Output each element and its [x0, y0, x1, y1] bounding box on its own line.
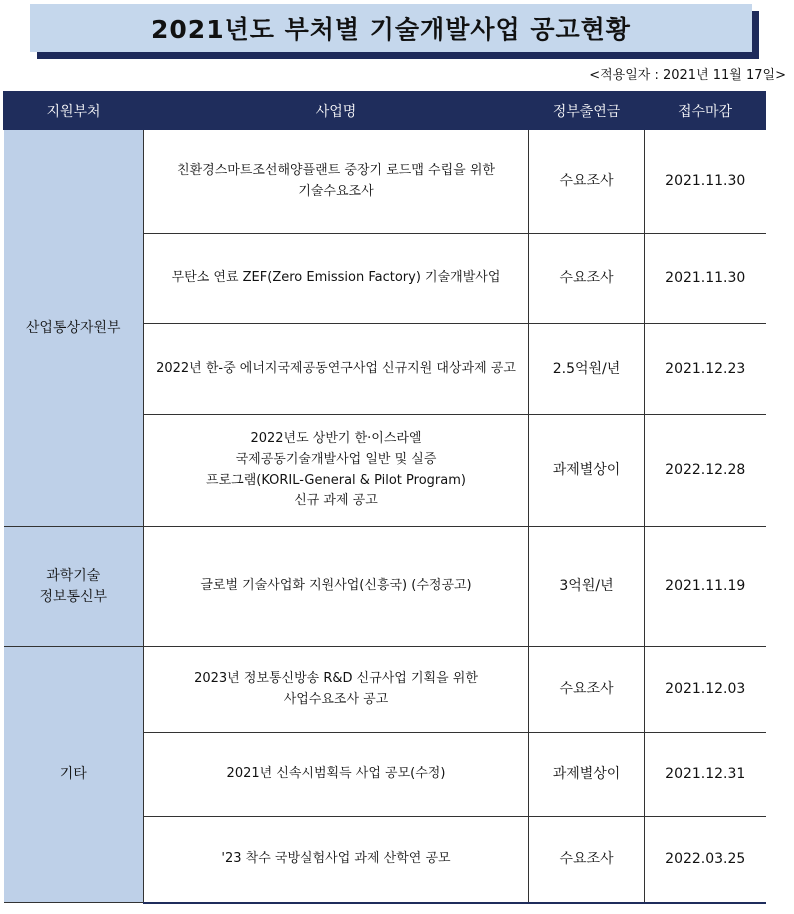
deadline-cell: 2021.12.31: [645, 733, 766, 817]
table-row: [4, 647, 766, 733]
project-name: [144, 647, 529, 733]
table-row: [4, 130, 766, 234]
dept-label: 기타: [59, 766, 87, 782]
project-name-line: 글로벌 기술사업화 지원사업(신흥국) (수정공고): [200, 578, 472, 594]
dept-cell: [4, 647, 144, 903]
announcement-table: [3, 91, 766, 904]
funding-cell: 수요조사: [529, 817, 645, 903]
project-name-line: 친환경스마트조선해양플랜트 중장기 로드맵 수립을 위한: [177, 162, 495, 178]
title-box: [30, 4, 752, 52]
deadline-cell: 2021.12.03: [645, 647, 766, 733]
dept-label: 산업통상자원부: [25, 319, 121, 336]
deadline-cell: 2021.12.23: [645, 324, 766, 415]
deadline-cell: 2022.03.25: [645, 817, 766, 903]
page-title: 2021년도 부처별 기술개발사업 공고현황: [151, 15, 631, 44]
project-name: [144, 130, 529, 234]
project-name: [144, 733, 529, 817]
deadline-cell: 2021.11.19: [645, 527, 766, 647]
project-name: [144, 234, 529, 324]
effective-date: <적용일자 : 2021년 11월 17일>: [589, 68, 786, 83]
funding-cell: 과제별상이: [529, 733, 645, 817]
table-header-row: [4, 92, 766, 130]
funding-cell: 수요조사: [529, 130, 645, 234]
funding-cell: 수요조사: [529, 234, 645, 324]
project-name: [144, 527, 529, 647]
project-name-line: 국제공동기술개발사업 일반 및 실증: [235, 451, 437, 467]
project-name: [144, 415, 529, 527]
funding-cell: 2.5억원/년: [529, 324, 645, 415]
header-project: 사업명: [144, 92, 529, 130]
header-deadline: 접수마감: [645, 92, 766, 130]
table-row: [4, 527, 766, 647]
project-name-line: 2021년 신속시범획득 사업 공모(수정): [226, 766, 446, 782]
funding-cell: 수요조사: [529, 647, 645, 733]
project-name-line: 무탄소 연료 ZEF(Zero Emission Factory) 기술개발사업: [171, 270, 501, 286]
title-banner: [30, 4, 752, 52]
project-name-line: 신규 과제 공고: [294, 493, 378, 509]
project-name-line: 프로그램(KORIL-General & Pilot Program): [206, 472, 466, 488]
project-name-line: 2022년 한-중 에너지국제공동연구사업 신규지원 대상과제 공고: [156, 360, 516, 376]
header-dept: 지원부처: [4, 92, 144, 130]
project-name: [144, 817, 529, 903]
deadline-cell: 2021.11.30: [645, 234, 766, 324]
dept-cell: [4, 130, 144, 527]
dept-label: 과학기술: [46, 567, 101, 584]
project-name-line: 2023년 정보통신방송 R&D 신규사업 기획을 위한: [194, 670, 478, 686]
deadline-cell: 2022.12.28: [645, 415, 766, 527]
project-name-line: '23 착수 국방실험사업 과제 산학연 공모: [221, 850, 451, 866]
deadline-cell: 2021.11.30: [645, 130, 766, 234]
funding-cell: 과제별상이: [529, 415, 645, 527]
funding-cell: 3억원/년: [529, 527, 645, 647]
dept-label: 정보통신부: [39, 588, 108, 605]
project-name-line: 2022년도 상반기 한·이스라엘: [250, 430, 422, 446]
dept-cell: [4, 527, 144, 647]
header-funding: 정부출연금: [529, 92, 645, 130]
project-name: [144, 324, 529, 415]
project-name-line: 기술수요조사: [298, 183, 374, 199]
project-name-line: 사업수요조사 공고: [283, 691, 389, 707]
